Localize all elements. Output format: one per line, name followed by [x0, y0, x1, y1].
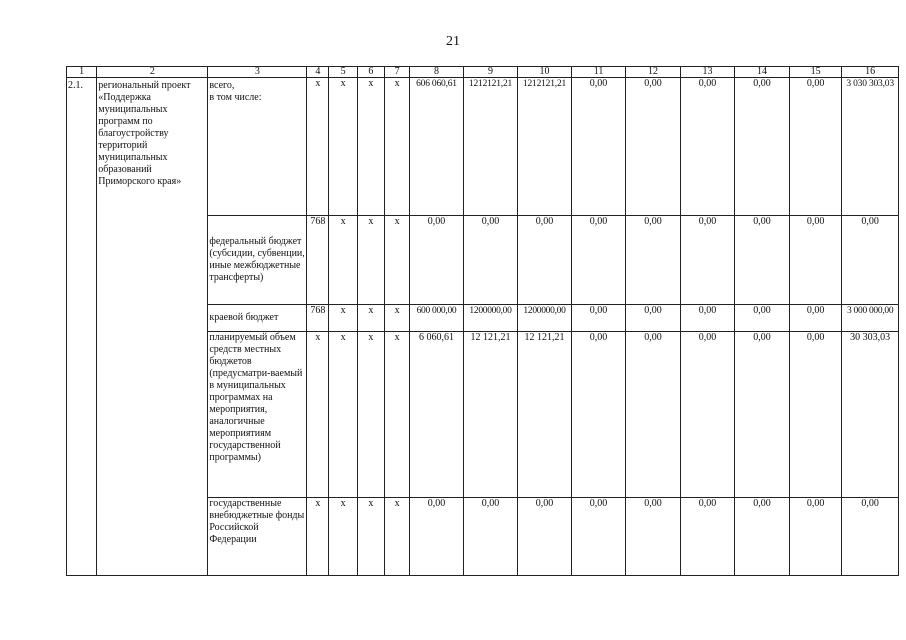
value-cell: 0,00	[735, 498, 790, 576]
value-cell: 3 000 000,00	[842, 305, 899, 332]
header-cell: 9	[463, 67, 518, 78]
header-cell: 8	[410, 67, 464, 78]
value-cell: 0,00	[680, 305, 735, 332]
value-cell: x	[357, 216, 384, 305]
page-number: 21	[446, 34, 460, 49]
value-cell: x	[307, 498, 329, 576]
value-cell: x	[307, 332, 329, 498]
header-cell: 1	[67, 67, 97, 78]
header-cell: 3	[208, 67, 307, 78]
value-cell: 0,00	[518, 216, 572, 305]
value-cell: x	[329, 498, 357, 576]
value-cell: x	[385, 498, 410, 576]
header-cell: 2	[97, 67, 208, 78]
value-cell: 0,00	[571, 498, 626, 576]
header-cell: 6	[357, 67, 384, 78]
value-cell: 0,00	[680, 216, 735, 305]
value-cell: 12 121,21	[518, 332, 572, 498]
header-cell: 13	[680, 67, 735, 78]
value-cell: x	[329, 78, 357, 216]
value-cell: 0,00	[463, 498, 518, 576]
header-cell: 12	[626, 67, 681, 78]
value-cell: 0,00	[410, 498, 464, 576]
value-cell: 0,00	[842, 498, 899, 576]
value-cell: x	[357, 305, 384, 332]
value-cell: 0,00	[680, 498, 735, 576]
value-cell: 0,00	[789, 78, 842, 216]
value-cell: 0,00	[571, 78, 626, 216]
funding-source-cell: планируемый объем средств местных бюджетов (предусматри-ваемый в муниципальных программах на мероприятия, аналогичные мероприятиям государственной программы)	[208, 332, 307, 498]
header-cell: 16	[842, 67, 899, 78]
value-cell: 0,00	[735, 332, 790, 498]
value-cell: 0,00	[735, 216, 790, 305]
value-cell: x	[357, 332, 384, 498]
value-cell: 0,00	[842, 216, 899, 305]
header-cell: 14	[735, 67, 790, 78]
value-cell: 606 060,61	[410, 78, 464, 216]
value-cell: 0,00	[463, 216, 518, 305]
value-cell: 0,00	[626, 305, 681, 332]
header-cell: 15	[789, 67, 842, 78]
value-cell: 0,00	[735, 78, 790, 216]
table-row-total	[67, 78, 899, 216]
value-cell: x	[357, 78, 384, 216]
value-cell: 3 030 303,03	[842, 78, 899, 216]
header-cell: 4	[307, 67, 329, 78]
value-cell: 1212121,21	[518, 78, 572, 216]
value-cell: 0,00	[518, 498, 572, 576]
value-cell: 0,00	[571, 216, 626, 305]
value-cell: x	[357, 498, 384, 576]
value-cell: 0,00	[571, 305, 626, 332]
value-cell: x	[329, 216, 357, 305]
value-cell: 768	[307, 216, 329, 305]
value-cell: 0,00	[626, 78, 681, 216]
value-cell: 0,00	[626, 216, 681, 305]
funding-source-cell: государственные внебюджетные фонды Российской Федерации	[208, 498, 307, 576]
value-cell: 1200000,00	[463, 305, 518, 332]
header-cell: 7	[385, 67, 410, 78]
header-cell: 11	[571, 67, 626, 78]
funding-source-cell: краевой бюджет	[208, 305, 307, 332]
project-name: региональный проект «Поддержка муниципальных программ по благоустройству территорий муниципальных образований Приморского края»	[97, 78, 208, 576]
column-number-row	[67, 67, 899, 78]
value-cell: 1200000,00	[518, 305, 572, 332]
value-cell: 1212121,21	[463, 78, 518, 216]
value-cell: 0,00	[789, 305, 842, 332]
value-cell: x	[329, 332, 357, 498]
value-cell: x	[385, 332, 410, 498]
value-cell: 600 000,00	[410, 305, 464, 332]
value-cell: 0,00	[410, 216, 464, 305]
value-cell: 30 303,03	[842, 332, 899, 498]
funding-source-cell: всего, в том числе:	[208, 78, 307, 216]
value-cell: 0,00	[735, 305, 790, 332]
value-cell: 0,00	[789, 216, 842, 305]
header-cell: 5	[329, 67, 357, 78]
value-cell: 0,00	[626, 332, 681, 498]
budget-table	[66, 66, 899, 576]
value-cell: 0,00	[789, 498, 842, 576]
value-cell: x	[385, 305, 410, 332]
value-cell: x	[307, 78, 329, 216]
value-cell: 768	[307, 305, 329, 332]
value-cell: x	[385, 78, 410, 216]
value-cell: x	[329, 305, 357, 332]
value-cell: 0,00	[680, 78, 735, 216]
header-cell: 10	[518, 67, 572, 78]
funding-source-cell: федеральный бюджет (субсидии, субвенции, иные межбюджетные трансферты)	[208, 216, 307, 305]
value-cell: 0,00	[571, 332, 626, 498]
value-cell: 12 121,21	[463, 332, 518, 498]
value-cell: x	[385, 216, 410, 305]
value-cell: 0,00	[789, 332, 842, 498]
value-cell: 0,00	[626, 498, 681, 576]
value-cell: 6 060,61	[410, 332, 464, 498]
value-cell: 0,00	[680, 332, 735, 498]
row-number: 2.1.	[67, 78, 97, 576]
